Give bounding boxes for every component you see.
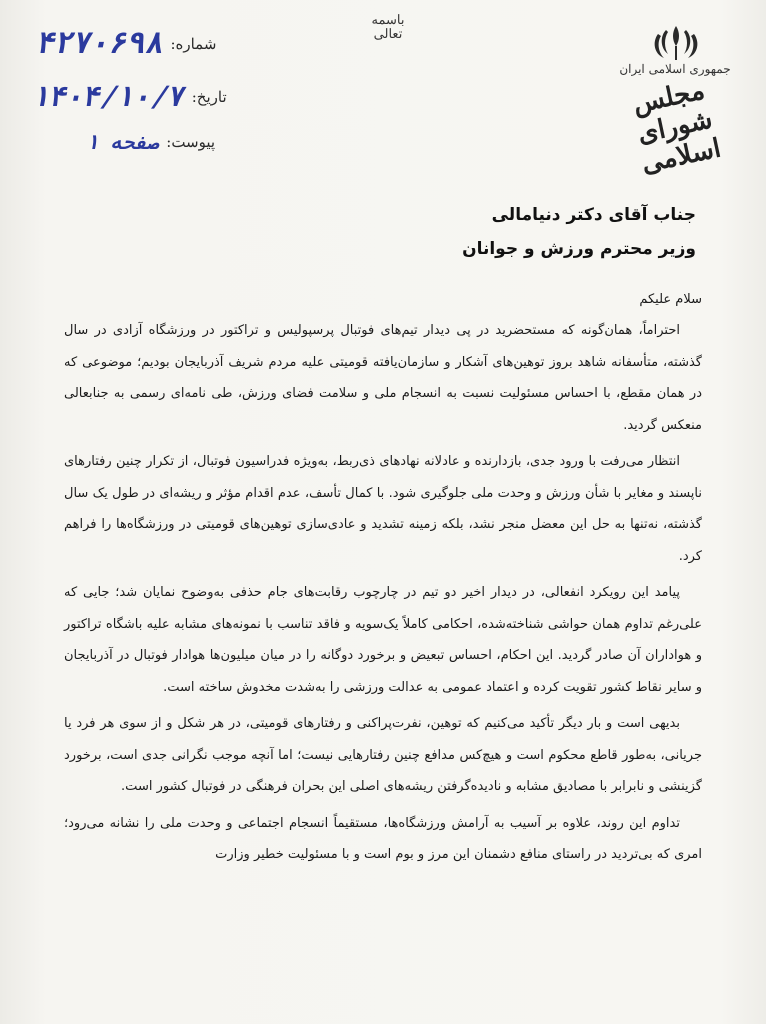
letter-attachment-row — [85, 130, 216, 154]
letter-number-label: شماره: — [170, 34, 217, 53]
letter-body — [64, 285, 702, 876]
logo-country-text: جمهوری اسلامی ایران — [619, 62, 731, 76]
paragraph: تداوم این روند، علاوه بر آسیب به آرامش ورزشگاه‌ها، مستقیماً انسجام اجتماعی و وحدت ملی را نشانه می‌رود؛ امری که بی‌تردید در راستای منافع دشمنان این مرز و بوم است و با مسئولیت خطیر وزارت — [64, 815, 702, 862]
paragraph: احتراماً، همان‌گونه که مستحضرید در پی دیدار تیم‌های فوتبال پرسپولیس و تراکتور در ورزشگاه آزادی در سال گذشته، متأسفانه شاهد بروز توهین‌های آشکار و سازمان‌یافته قومیتی علیه مردم شریف آذربایجان بودیم؛ موضوعی که در همان مقطع، با احساس مسئولیت نسبت به انسجام ملی و سلامت فضای ورزش، طی نامه‌ای رسمی به جنابعالی منعکس گردید. — [64, 323, 702, 433]
letter-date-value: ۱۴۰۴/۱۰/۷ — [30, 80, 190, 113]
parliament-logo — [600, 62, 750, 180]
letter-number-value: ۴۲۷۰۶۹۸ — [34, 26, 169, 61]
salutation: سلام علیکم — [639, 292, 702, 307]
paragraph: پیامد این رویکرد انفعالی، در دیدار اخیر دو تیم در چارچوب رقابت‌های جام حذفی به‌وضوح نمایان شد؛ جایی که علی‌رغم تداوم همان حواشی شناخته‌شده، احکامی کاملاً یک‌سویه و فاقد تناسب با نمونه‌های مشابه علیه باشگاه تراکتور و هواداران آن صادر گردید. این احکام، احساس تبعیض و برخورد دوگانه را در میان میلیون‌ها هوادار فوتبال در آذربایجان و سایر نقاط کشور تقویت کرده و اعتماد عمومی به عدالت ورزشی را به‌شدت مخدوش ساخته است. — [64, 585, 702, 695]
letter-meta-block — [28, 20, 248, 160]
addressee-title: وزیر محترم ورزش و جوانان — [462, 239, 696, 259]
letter-attachment-value: صفحه ۱ — [85, 130, 163, 154]
letter-date-label: تاریخ: — [191, 87, 227, 106]
letter-number-row — [34, 26, 217, 61]
addressee-name: جناب آقای دکتر دنیامالی — [491, 205, 696, 225]
letter-date-row — [30, 80, 227, 113]
iran-emblem-icon — [648, 22, 704, 64]
paragraph: بدیهی است و بار دیگر تأکید می‌کنیم که توهین، نفرت‌پراکنی و رفتارهای قومیتی، در هر شکل و از سوی هر فرد یا جریانی، به‌طور قاطع محکوم است و هیچ‌کس مدافع چنین رفتارهایی نیست؛ اما آنچه موجب نگرانی جدی است، برخورد گزینشی و نابرابر با مصادیق مشابه و نادیده‌گرفتن ریشه‌های اصلی این بحران فرهنگی در فوتبال کشور است. — [64, 716, 702, 794]
addressee-block — [462, 198, 696, 266]
paragraph: انتظار می‌رفت با ورود جدی، بازدارنده و عادلانه نهادهای ذی‌ربط، به‌ویژه فدراسیون فوتبال، از تکرار چنین رفتارهای ناپسند و مغایر با شأن ورزش و وحدت ملی جلوگیری شود. با کمال تأسف، عدم اقدام مؤثر و ریشه‌ای در طول یک سال گذشته، نه‌تنها به حل این معضل منجر نشد، بلکه زمینه تشدید و عادی‌سازی توهین‌های قومیتی در ورزشگاه‌ها را فراهم کرد. — [64, 454, 702, 564]
logo-parliament-text: مجلس شورای اسلامی — [630, 75, 724, 180]
letter-attachment-label: پیوست: — [166, 133, 216, 151]
bismillah-text: باسمه تعالی — [371, 13, 405, 42]
